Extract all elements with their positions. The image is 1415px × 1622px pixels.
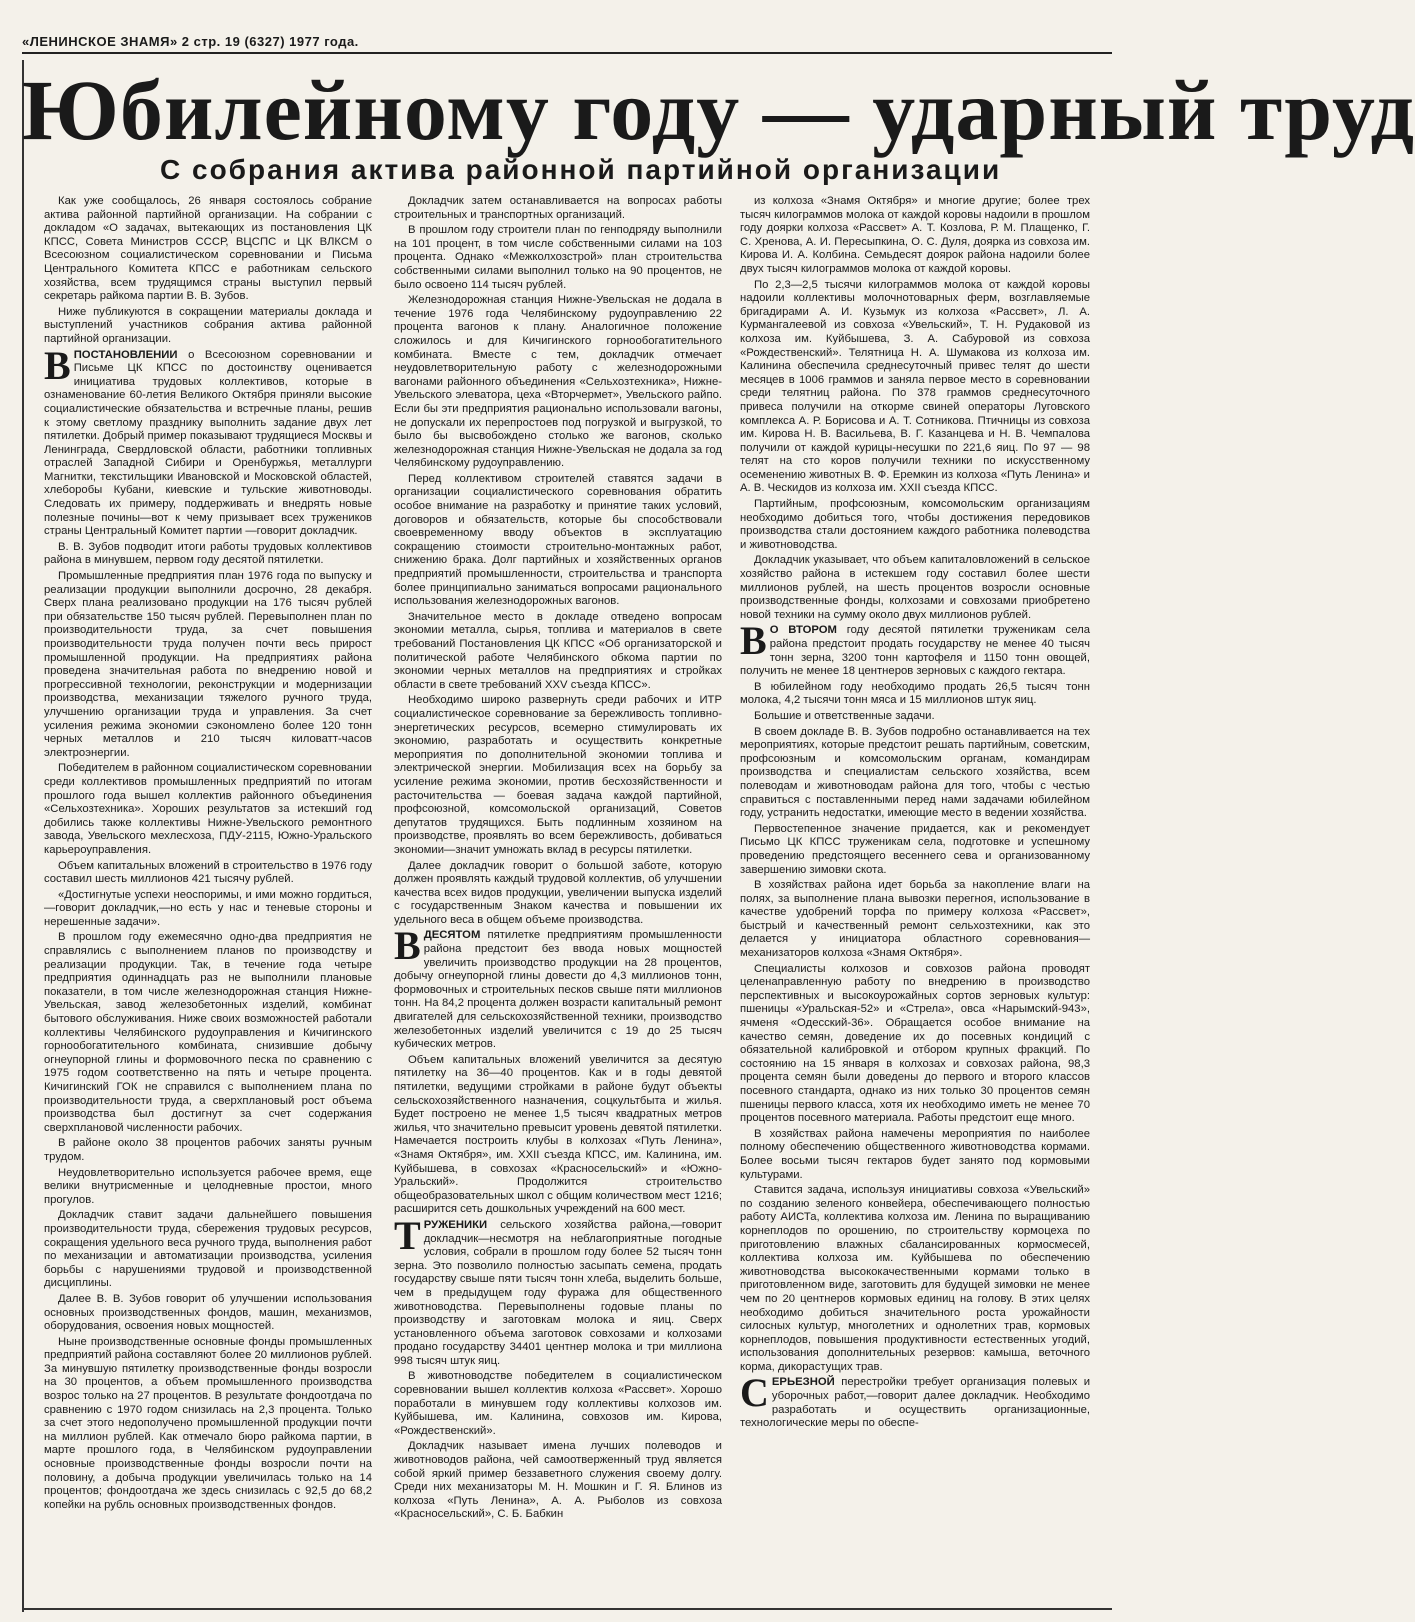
paragraph: В животноводстве победителем в социалистическом соревновании вышел коллектив колхоза «Рассвет». Хорошо поработали в минувшем году коллективы колхозов им. Куйбышева, им. Калинина, совхозов им. Кирова, «Рождественский». bbox=[394, 1370, 722, 1437]
paragraph: Докладчик затем останавливается на вопросах работы строительных и транспортных организаций. bbox=[394, 195, 722, 221]
paragraph: Ныне производственные основные фонды промышленных предприятий района составляют более 20 миллионов рублей. За минувшую пятилетку производственные фонды возросли на 30 процентов, а объем промышленного производства возрос только на 27 процентов. В результате фондоотдача по сравнению с 1970 годом снизилась на 2,3 процента. Только за счет этого недополучено промышленной продукции почти на миллион рублей. Как отмечало бюро райкома партии, в марте прошлого года, в Челябинском рудоуправлении основные производственные фонды возросли почти на половину, а добыча продукции увеличилась только на 14 процентов; фондоотдача же здесь снизилась с 92,5 до 68,2 копейки на рубль основных производственных фондов. bbox=[44, 1335, 372, 1511]
paragraph: Неудовлетворительно используется рабочее время, еще велики внутрисменные и целодневные простои, много прогулов. bbox=[44, 1166, 372, 1206]
caps-lead: ПОСТАНОВЛЕНИИ bbox=[73, 348, 178, 361]
intro-note: Ниже публикуются в сокращении материалы доклада и выступлений участников собрания актива районной партийной организации. bbox=[44, 305, 372, 345]
paragraph: Перед коллективом строителей ставятся задачи в организации социалистического соревнования обратить особое внимание на разработку и принятие таких условий, договоров и обязательств, которые бы способствовали своевременному вводу объектов в эксплуатацию сокращению стоимости строительно-монтажных работ, снижению брака. Долг партийных и хозяйственных органов предприятий промышленности, строительства и транспорта более принципиально заниматься вопросами рационального использования железнодорожных вагонов. bbox=[394, 472, 722, 608]
paragraph: Большие и ответственные задачи. bbox=[754, 709, 935, 722]
article-column-1 bbox=[44, 195, 372, 1605]
drop-cap: Т bbox=[394, 1212, 421, 1258]
headline: Юбилейному году — ударный труд bbox=[22, 62, 1415, 158]
paragraph-text: о Всесоюзном соревновании и Письме ЦК КПСС по достоинству оценивается инициатива трудовых коллективов, которые в ознаменование 60-летия Великого Октября приняли высокие социалистические обязательства и встречные планы, решив к этому светлому празднику выполнить задание двух лет пятилетки. Добрый пример показывают трудящиеся Москвы и Ленинграда, Свердловской области, работники топливных отраслей Западной Сибири и Оренбуржья, металлурги Магнитки, текстильщики Ивановской и Московской областей, хлеборобы Кубани, киевские и тульские животноводы. Следовать их примеру, поддерживать и внедрять новые полезные почины—вот к чему призывает всех тружеников страны Центральный Комитет партии —говорит докладчик. bbox=[44, 348, 373, 538]
masthead: «ЛЕНИНСКОЕ ЗНАМЯ» 2 стр. 19 (6327) 1977 года. bbox=[22, 34, 1112, 54]
paragraph: Железнодорожная станция Нижне-Увельская не додала в течение 1976 года Челябинскому рудоуправлению 22 процента вагонов к плану. Аналогичное положение сложилось и для Кичигинского горнообогатительного комбината. Вместе с тем, докладчик отмечает неудовлетворительную работу с железнодорожными вагонами районного объединения «Сельхозтехника», Нижне-Увельского элеватора, цеха «Вторчермет», Увельского райпо. Если бы эти предприятия рационально использовали вагоны, не допускали их перепростоев под погрузкой и выгрузкой, то было бы высвобождено столько же вагонов, сколько железнодорожная станция Нижне-Увельская не додала за год Челябинскому рудоуправлению. bbox=[394, 294, 722, 470]
drop-cap: В bbox=[44, 342, 71, 388]
paragraph: В районе около 38 процентов рабочих заняты ручным трудом. bbox=[44, 1137, 372, 1163]
paragraph: Далее докладчик говорит о большой заботе, которую должен проявлять каждый трудовой коллектив, об улучшении качества всех видов продукции, увеличении выпуска изделий с государственным Знаком качества и повышении их удельного веса в общем объеме производства. bbox=[394, 859, 722, 926]
paragraph: «Достигнутые успехи неоспоримы, и ими можно гордиться,—говорит докладчик,—но есть у нас и теневые стороны и нерешенные задачи». bbox=[44, 888, 372, 928]
paragraph: Партийным, профсоюзным, комсомольским организациям необходимо добиться того, чтобы достижения передовиков производства стали достоянием каждого работника полеводства и животноводства. bbox=[740, 498, 1090, 551]
paragraph bbox=[394, 1212, 722, 1369]
paragraph: Первостепенное значение придается, как и рекомендует Письмо ЦК КПСС труженикам села, подготовке и успешному проведению предстоящего весеннего сева и организованному завершению зимовки скота. bbox=[740, 822, 1090, 876]
paragraph bbox=[44, 342, 373, 539]
paragraph: В. В. Зубов подводит итоги работы трудовых коллективов района в минувшем, первом году десятой пятилетки. bbox=[44, 540, 372, 567]
page-border-bottom bbox=[22, 1608, 1112, 1610]
paragraph: Объем капитальных вложений увеличится за десятую пятилетку на 36—40 процентов. Как и в годы девятой пятилетки, ведущими стройками в районе будут объекты сельскохозяйственного назначения, соцкультбыта и жилья. Будет построено не менее 1,5 тысяч квадратных метров жилья, что значительно превысит уровень девятой пятилетки. Намечается построить клубы в колхозах «Путь Ленина», «Знамя Октября», им. XXII съезда КПСС, им. Калинина, им. Куйбышева, в совхозах «Красносельский» и «Южно-Уральский». Продолжится строительство общеобразовательных школ с общим количеством мест 1216; расширится сеть дошкольных учреждений на 600 мест. bbox=[394, 1053, 722, 1216]
drop-cap: С bbox=[740, 1370, 769, 1416]
paragraph: По 2,3—2,5 тысячи килограммов молока от каждой коровы надоили коллективы молочнотоварных ферм, возглавляемые бригадирами А. И. Кузьмук из колхоза «Рассвет», Л. А. Курмангалеевой из совхоза «Увельский», Т. Н. Рудаковой из колхоза им. Куйбышева, З. А. Сабуровой из совхоза «Рождественский». Телятница Н. А. Шумакова из колхоза им. Калинина обеспечила среднесуточный привес телят до шести месяцев в 1006 граммов и заняла первое место в соревновании среди телятниц района. По 378 граммов среднесуточного привеса получили на откорме свиней операторы Луговского комплекса А. Р. Борисова и А. Т. Сотникова. Птичницы из совхоза им. Кирова Н. В. Васильева, В. Г. Казанцева и Н. В. Чемпалова получили от каждой курицы-несушки по 221,6 яиц. По 97 — 98 телят на сто коров получили техники по искусственному осеменению животных В. Ф. Еремкин из колхоза «Путь Ленина» и А. В. Ческидов из колхоза им. XXII съезда КПСС. bbox=[740, 278, 1090, 495]
caps-lead: ЕРЬЕЗНОЙ bbox=[771, 1376, 835, 1389]
paragraph: В прошлом году ежемесячно одно-два предприятия не справлялись с выполнением планов по производству и реализации продукции. Так, в течение года четыре предприятия одиннадцать раз не выполнили плановые показатели, в том числе железнодорожная станция Нижне-Увельская, завод железобетонных изделий, комбинат бытового обслуживания. Ниже своих возможностей работали коллективы Челябинского рудоуправления и Кичигинского горнообогатительного комбината, снизившие добычу огнеупорной глины и формовочного песка по сравнению с 1975 годом соответственно на пять и четыре процента. Кичигинский ГОК не справился с выполнением плана по производительности труда, а сверхплановый рост объема производства был достигнут за счет содержания сверхплановой численности рабочих. bbox=[44, 931, 372, 1134]
paragraph: Ставится задача, используя инициативы совхоза «Увельский» по созданию зеленого конвейера, обеспечивающего полностью работу АИСТа, коллектива колхоза им. Ленина по выращиванию корнеплодов по орошению, по строительству кормоцеха по приготовлению влажных сбалансированных кормосмесей, коллектива колхоза им. Куйбышева по обеспечению животноводства высококачественными кормами только в приготовленном виде, заготовить для будущей зимовки не менее чем по 20 центнеров кормовых единиц на голову. В этих целях необходимо добиться значительного роста урожайности силосных культур, многолетних и однолетних трав, кормовых корнеплодов, повышения продуктивности естественных угодий, использования дополнительных резервов: камыша, веточного корма, дикорастущих трав. bbox=[740, 1184, 1090, 1373]
paragraph-text: году десятой пятилетки труженикам села района предстоит продать государству не менее 40 тысяч тонн зерна, 3200 тонн картофеля и 1150 тонн овощей, получить не менее 18 центнеров зерновых с каждого гектара. bbox=[740, 624, 1090, 678]
paragraph bbox=[740, 618, 1090, 678]
paragraph: Объем капитальных вложений в строительство в 1976 году составил шесть миллионов 421 тысячу рублей. bbox=[44, 859, 372, 886]
caps-lead: О ВТОРОМ bbox=[769, 624, 837, 637]
paragraph: Докладчик ставит задачи дальнейшего повышения производительности труда, сбережения трудовых ресурсов, сокращения удельного веса ручного труда, выполнения работ по механизации и автоматизации производства, усиления борьбы с нарушениями трудовой и производственной дисциплины. bbox=[44, 1209, 372, 1290]
paragraph: В хозяйствах района намечены мероприятия по наиболее полному обеспечению общественного животноводства кормами. Более восьми тысяч гектаров будет занято под кормовыми культурами. bbox=[740, 1127, 1090, 1181]
paragraph: В хозяйствах района идет борьба за накопление влаги на полях, за выполнение плана вывозки перегноя, использование в качестве удобрений торфа по примеру колхоза «Рассвет», быстрый и качественный ремонт сельхозтехники, как это делается у инициатора областного соревнования—механизаторов колхоза «Знамя Октября». bbox=[740, 879, 1090, 960]
paragraph: Докладчик указывает, что объем капиталовложений в сельское хозяйство района в истекшем году составил более шести миллионов рублей, на шесть процентов возросли основные производственные фонды, колхозами и совхозами приобретено новой техники на сумму около двух миллионов рублей. bbox=[740, 554, 1090, 621]
paragraph: В юбилейном году необходимо продать 26,5 тысяч тонн молока, 4,2 тысячи тонн мяса и 15 миллионов штук яиц. bbox=[740, 680, 1090, 707]
paragraph: В прошлом году строители план по генподряду выполнили на 101 процент, в том числе собственными силами на 103 процента. Однако «Межколхозстрой» план строительства собственными силами выполнил только на 90 процентов, не было освоено 114 тысяч рублей. bbox=[394, 224, 722, 291]
drop-cap: В bbox=[740, 618, 767, 664]
caps-lead: РУЖЕНИКИ bbox=[423, 1218, 488, 1231]
paragraph: Значительное место в докладе отведено вопросам экономии металла, сырья, топлива и материалов в свете требований Постановления ЦК КПСС «Об организаторской и политической работе Челябинского обкома партии по экономии черных металлов на предприятиях и стройках области в свете требований XXV съезда КПСС». bbox=[394, 610, 722, 691]
paragraph: В своем докладе В. В. Зубов подробно останавливается на тех мероприятиях, которые предстоит решать партийным, советским, профсоюзным и комсомольским органам, командирам производства и специалистам сельского хозяйства, всем полеводам и животноводам района для того, чтобы с честью справиться с поставленными перед нами задачами юбилейном году, устранить недостатки, имеющие место в ведении хозяйства. bbox=[740, 725, 1090, 820]
paragraph-text: сельского хозяйства района,—говорит докладчик—несмотря на неблагоприятные погодные условия, собрали в прошлом году более 52 тысяч тонн зерна. Это позволило полностью засыпать семена, продать государству свыше пяти тысяч тонн хлеба, выделить больше, чем в предыдущем году фуража для общественного животноводства. Перевыполнены годовые планы по производству и заготовкам молока и яиц. Сверх установленного объема заготовок совхозами и колхозами продано государству 34401 центнер молока и три миллиона 998 тысяч штук яиц. bbox=[394, 1218, 722, 1367]
paragraph: из колхоза «Знамя Октября» и многие другие; более трех тысяч килограммов молока от каждой коровы надоили в прошлом году доярки колхоза «Рассвет» А. Т. Козлова, Р. М. Плащенко, Г. С. Хренова, А. И. Пересыпкина, О. С. Дуля, доярка из совхоза им. Кирова И. А. Колбина. Семьдесят доярок района надоили более двух тысяч килограммов молока от каждой коровы. bbox=[740, 195, 1090, 275]
paragraph-text: пятилетке предприятиям промышленности района предстоит без ввода новых мощностей увеличить производство продукции на 28 процентов, добычу огнеупорной глины довести до 4,3 миллионов тонн, формовочных и строительных песков свыше пяти миллионов тонн. На 84,2 процента должен возрасти капитальный ремонт двигателей для сельскохозяйственной техники, производство железобетонных изделий увеличится с 19 до 25 тысяч кубических метров. bbox=[394, 929, 722, 1051]
paragraph: Необходимо широко развернуть среди рабочих и ИТР социалистическое соревнование за бережливость топливно-энергетических ресурсов, всемерно стимулировать их экономию, разработать и осуществить конкретные мероприятия по дополнительной экономии топлива и электрической энергии. Мобилизация всех на борьбу за усиление режима экономии, против бесхозяйственности и расточительства — боевая задача каждой партийной, профсоюзной, комсомольской организаций, Советов депутатов трудящихся. Быть подлинным хозяином на производстве, проявлять во всем бережливость, добиваться экономии—значит умножать вклад в ресурсы пятилетки. bbox=[394, 694, 722, 856]
article-column-2 bbox=[394, 195, 722, 1605]
paragraph: Докладчик называет имена лучших полеводов и животноводов района, чей самоотверженный труд является собой яркий пример беззаветного служения своему долгу. Среди них механизаторы М. Н. Мошкин и Г. Я. Блинов из колхоза «Путь Ленина», А. А. Рыболов из совхоза «Красносельский», С. Б. Бабкин bbox=[394, 1440, 722, 1521]
article-column-3 bbox=[740, 195, 1090, 1605]
intro-paragraph: Как уже сообщалось, 26 января состоялось собрание актива районной партийной организации. На собрании с докладом «О задачах, вытекающих из постановления ЦК КПСС, Совета Министров СССР, ВЦСПС и ЦК ВЛКСМ о Всесоюзном социалистическом соревновании и Письма Центрального Комитета КПСС е работникам сельского хозяйства, всем трудящимся страны выступил первый секретарь райкома партии В. В. Зубов. bbox=[44, 195, 372, 303]
paragraph bbox=[394, 923, 722, 1051]
page-border-left bbox=[22, 60, 24, 1612]
drop-cap: В bbox=[394, 923, 421, 969]
paragraph bbox=[740, 1370, 1090, 1430]
subheadline: С собрания актива районной партийной организации bbox=[160, 154, 1002, 185]
paragraph: Промышленные предприятия план 1976 года по выпуску и реализации продукции выполнили досрочно, 28 декабря. Сверх плана реализовано продукции на 176 тысяч рублей при обязательстве 150 тысяч рублей. Перевыполнен план по производительности труда, за счет повышения производительности труда получен почти весь прирост промышленной продукции. На предприятиях района проведена значительная работа по внедрению новой и прогрессивной технологии, реконструкции и модернизации производства, механизации тяжелого ручного труда, улучшению организации труда и управления. За счет усиления режима экономии сэкономлено более 120 тонн черных металлов и 210 тысяч киловатт-часов электроэнергии. bbox=[44, 570, 372, 759]
paragraph: Далее В. В. Зубов говорит об улучшении использования основных производственных фондов, машин, механизмов, оборудования, освоения новых мощностей. bbox=[44, 1292, 372, 1333]
paragraph: Специалисты колхозов и совхозов района проводят целенаправленную работу по внедрению в производство перспективных и высокоурожайных сортов зерновых культур: пшеницы «Уральская-52» и «Стрела», овса «Нарымский-943», ячменя «Одесский-36». Обращается особое внимание на качество семян, доведение их до посевных кондиций с обязательной калибровкой и отбором крупных фракций. По состоянию на 15 января в колхозах и совхозах района, 98,3 процента семян были доведены до первого и второго классов посевного стандарта, однако из них только 30 процентов семян пшеницы первого класса, хотя их необходимо иметь не менее 70 процентов посевного материала. Работы предстоит еще много. bbox=[740, 962, 1090, 1125]
paragraph: Победителем в районном социалистическом соревновании среди коллективов промышленных предприятий по итогам прошлого года вышел коллектив районного объединения «Сельхозтехника». Хороших результатов за истекший год добились также коллективы Нижне-Увельского ремонтного завода, Увельского мехлесхоза, ПДУ-2115, Южно-Уральского карьероуправления. bbox=[44, 762, 372, 856]
caps-lead: ДЕСЯТОМ bbox=[423, 929, 481, 942]
paragraph-text: перестройки требует организация полевых и уборочных работ,—говорит далее докладчик. Необходимо разработать и осуществить организационные, технологические меры по обеспе- bbox=[740, 1376, 1090, 1430]
